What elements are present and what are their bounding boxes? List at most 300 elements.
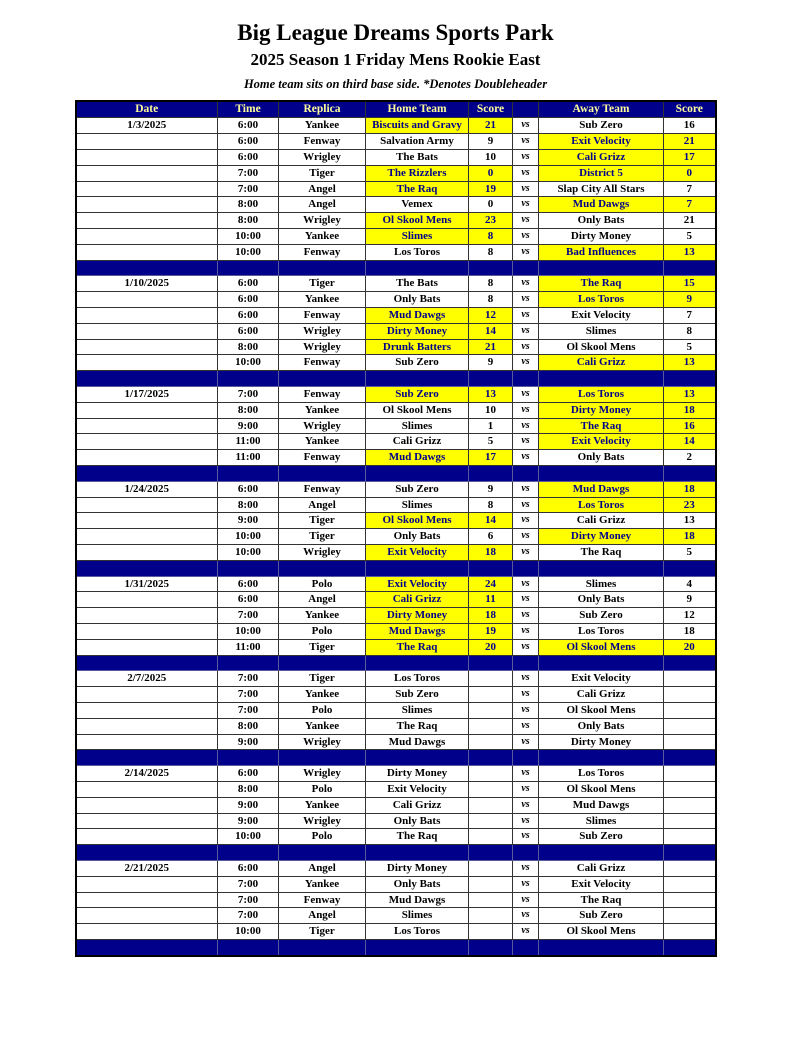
vs-cell: vs	[513, 876, 539, 892]
date-cell	[76, 924, 218, 940]
date-cell	[76, 623, 218, 639]
vs-cell: vs	[513, 766, 539, 782]
home-score-cell: 9	[469, 355, 513, 371]
away-score-cell: 12	[664, 608, 716, 624]
time-cell: 10:00	[218, 529, 279, 545]
away-team-cell: Slimes	[539, 813, 664, 829]
vs-cell: vs	[513, 639, 539, 655]
time-cell: 10:00	[218, 829, 279, 845]
date-cell: 1/3/2025	[76, 118, 218, 134]
time-cell: 9:00	[218, 513, 279, 529]
away-score-cell	[664, 687, 716, 703]
replica-cell: Wrigley	[279, 150, 366, 166]
away-team-cell: Ol Skool Mens	[539, 639, 664, 655]
game-row	[76, 497, 716, 513]
replica-cell: Wrigley	[279, 213, 366, 229]
separator-cell	[279, 466, 366, 482]
time-cell: 8:00	[218, 339, 279, 355]
date-cell	[76, 718, 218, 734]
vs-cell: vs	[513, 118, 539, 134]
replica-cell: Tiger	[279, 924, 366, 940]
replica-cell: Angel	[279, 497, 366, 513]
vs-cell: vs	[513, 623, 539, 639]
game-row	[76, 213, 716, 229]
col-header-date: Date	[76, 101, 218, 118]
away-team-cell: Ol Skool Mens	[539, 702, 664, 718]
away-team-cell: Bad Influences	[539, 244, 664, 260]
time-cell: 6:00	[218, 292, 279, 308]
home-score-cell	[469, 766, 513, 782]
date-cell	[76, 608, 218, 624]
separator-cell	[469, 655, 513, 671]
date-cell	[76, 908, 218, 924]
time-cell: 11:00	[218, 450, 279, 466]
home-score-cell: 18	[469, 608, 513, 624]
time-cell: 6:00	[218, 766, 279, 782]
separator-cell	[366, 655, 469, 671]
col-header-away-score: Score	[664, 101, 716, 118]
time-cell: 7:00	[218, 876, 279, 892]
game-row	[76, 197, 716, 213]
home-team-cell: Los Toros	[366, 244, 469, 260]
separator-cell	[279, 845, 366, 861]
replica-cell: Wrigley	[279, 339, 366, 355]
home-team-cell: Drunk Batters	[366, 339, 469, 355]
date-cell	[76, 434, 218, 450]
away-team-cell: Los Toros	[539, 497, 664, 513]
separator-cell	[76, 655, 218, 671]
separator-cell	[76, 260, 218, 276]
separator-cell	[76, 939, 218, 955]
separator-cell	[469, 750, 513, 766]
vs-cell: vs	[513, 781, 539, 797]
replica-cell: Fenway	[279, 134, 366, 150]
date-cell: 1/24/2025	[76, 481, 218, 497]
game-row	[76, 276, 716, 292]
away-score-cell: 4	[664, 576, 716, 592]
away-team-cell: Los Toros	[539, 387, 664, 403]
home-team-cell: Slimes	[366, 908, 469, 924]
replica-cell: Polo	[279, 829, 366, 845]
home-score-cell: 0	[469, 165, 513, 181]
vs-cell: vs	[513, 481, 539, 497]
away-score-cell: 7	[664, 308, 716, 324]
home-team-cell: The Bats	[366, 276, 469, 292]
home-score-cell: 18	[469, 545, 513, 561]
col-header-replica: Replica	[279, 101, 366, 118]
time-cell: 9:00	[218, 418, 279, 434]
home-team-cell: Only Bats	[366, 813, 469, 829]
away-team-cell: Dirty Money	[539, 529, 664, 545]
separator-cell	[513, 260, 539, 276]
game-row	[76, 576, 716, 592]
time-cell: 10:00	[218, 229, 279, 245]
vs-cell: vs	[513, 150, 539, 166]
replica-cell: Wrigley	[279, 766, 366, 782]
game-row	[76, 813, 716, 829]
vs-cell: vs	[513, 892, 539, 908]
replica-cell: Yankee	[279, 797, 366, 813]
game-row	[76, 766, 716, 782]
game-row	[76, 418, 716, 434]
replica-cell: Fenway	[279, 387, 366, 403]
away-score-cell: 23	[664, 497, 716, 513]
away-score-cell	[664, 892, 716, 908]
separator-cell	[513, 655, 539, 671]
home-team-cell: The Raq	[366, 718, 469, 734]
away-team-cell: Ol Skool Mens	[539, 339, 664, 355]
game-row	[76, 718, 716, 734]
home-score-cell: 8	[469, 244, 513, 260]
away-score-cell: 13	[664, 244, 716, 260]
date-cell	[76, 229, 218, 245]
replica-cell: Angel	[279, 181, 366, 197]
time-cell: 9:00	[218, 734, 279, 750]
vs-cell: vs	[513, 181, 539, 197]
home-score-cell: 12	[469, 308, 513, 324]
away-team-cell: Only Bats	[539, 592, 664, 608]
time-cell: 6:00	[218, 592, 279, 608]
time-cell: 7:00	[218, 687, 279, 703]
replica-cell: Wrigley	[279, 813, 366, 829]
away-score-cell: 7	[664, 197, 716, 213]
separator-cell	[664, 750, 716, 766]
replica-cell: Tiger	[279, 513, 366, 529]
away-team-cell: Slimes	[539, 323, 664, 339]
separator-cell	[513, 845, 539, 861]
home-team-cell: Only Bats	[366, 529, 469, 545]
block-separator-row	[76, 845, 716, 861]
away-team-cell: Sub Zero	[539, 118, 664, 134]
time-cell: 6:00	[218, 323, 279, 339]
date-cell	[76, 592, 218, 608]
away-team-cell: Mud Dawgs	[539, 481, 664, 497]
game-row	[76, 924, 716, 940]
away-team-cell: Exit Velocity	[539, 308, 664, 324]
time-cell: 7:00	[218, 908, 279, 924]
away-team-cell: Dirty Money	[539, 734, 664, 750]
vs-cell: vs	[513, 718, 539, 734]
home-score-cell: 21	[469, 118, 513, 134]
home-score-cell: 14	[469, 513, 513, 529]
separator-cell	[664, 260, 716, 276]
separator-cell	[366, 371, 469, 387]
separator-cell	[279, 260, 366, 276]
vs-cell: vs	[513, 292, 539, 308]
replica-cell: Tiger	[279, 639, 366, 655]
away-team-cell: Exit Velocity	[539, 671, 664, 687]
game-row	[76, 165, 716, 181]
time-cell: 6:00	[218, 860, 279, 876]
away-score-cell: 5	[664, 229, 716, 245]
away-team-cell: District 5	[539, 165, 664, 181]
away-team-cell: Slimes	[539, 576, 664, 592]
away-team-cell: Dirty Money	[539, 229, 664, 245]
vs-cell: vs	[513, 244, 539, 260]
col-header-vs	[513, 101, 539, 118]
home-score-cell: 0	[469, 197, 513, 213]
col-header-away-team: Away Team	[539, 101, 664, 118]
replica-cell: Tiger	[279, 529, 366, 545]
home-score-cell	[469, 892, 513, 908]
date-cell	[76, 687, 218, 703]
game-row	[76, 781, 716, 797]
away-team-cell: The Raq	[539, 892, 664, 908]
date-cell	[76, 702, 218, 718]
replica-cell: Wrigley	[279, 545, 366, 561]
away-score-cell: 21	[664, 213, 716, 229]
separator-cell	[76, 371, 218, 387]
time-cell: 9:00	[218, 797, 279, 813]
home-team-cell: Exit Velocity	[366, 545, 469, 561]
game-row	[76, 608, 716, 624]
replica-cell: Fenway	[279, 355, 366, 371]
vs-cell: vs	[513, 165, 539, 181]
vs-cell: vs	[513, 339, 539, 355]
separator-cell	[664, 845, 716, 861]
away-score-cell: 18	[664, 623, 716, 639]
away-score-cell: 5	[664, 545, 716, 561]
game-row	[76, 181, 716, 197]
home-team-cell: Mud Dawgs	[366, 450, 469, 466]
separator-cell	[279, 655, 366, 671]
separator-cell	[513, 560, 539, 576]
vs-cell: vs	[513, 671, 539, 687]
away-score-cell: 7	[664, 181, 716, 197]
away-team-cell: Dirty Money	[539, 402, 664, 418]
date-cell	[76, 150, 218, 166]
vs-cell: vs	[513, 308, 539, 324]
away-score-cell: 17	[664, 150, 716, 166]
date-cell: 2/7/2025	[76, 671, 218, 687]
game-row	[76, 892, 716, 908]
home-score-cell: 21	[469, 339, 513, 355]
away-team-cell: Exit Velocity	[539, 876, 664, 892]
date-cell: 1/17/2025	[76, 387, 218, 403]
date-cell	[76, 892, 218, 908]
separator-cell	[218, 939, 279, 955]
date-cell	[76, 213, 218, 229]
vs-cell: vs	[513, 513, 539, 529]
away-score-cell	[664, 876, 716, 892]
home-score-cell: 24	[469, 576, 513, 592]
replica-cell: Angel	[279, 860, 366, 876]
separator-cell	[664, 939, 716, 955]
time-cell: 6:00	[218, 134, 279, 150]
col-header-time: Time	[218, 101, 279, 118]
replica-cell: Yankee	[279, 876, 366, 892]
home-team-cell: The Rizzlers	[366, 165, 469, 181]
game-row	[76, 545, 716, 561]
time-cell: 6:00	[218, 118, 279, 134]
away-team-cell: Ol Skool Mens	[539, 924, 664, 940]
game-row	[76, 797, 716, 813]
game-row	[76, 292, 716, 308]
home-score-cell	[469, 687, 513, 703]
date-cell	[76, 639, 218, 655]
home-team-cell: Sub Zero	[366, 355, 469, 371]
home-team-cell: Exit Velocity	[366, 576, 469, 592]
away-team-cell: Sub Zero	[539, 908, 664, 924]
away-team-cell: Sub Zero	[539, 608, 664, 624]
separator-cell	[469, 939, 513, 955]
away-team-cell: The Raq	[539, 545, 664, 561]
away-score-cell	[664, 924, 716, 940]
home-team-cell: Cali Grizz	[366, 797, 469, 813]
away-score-cell	[664, 797, 716, 813]
game-row	[76, 134, 716, 150]
away-team-cell: Cali Grizz	[539, 513, 664, 529]
replica-cell: Yankee	[279, 402, 366, 418]
time-cell: 8:00	[218, 197, 279, 213]
away-team-cell: The Raq	[539, 276, 664, 292]
separator-cell	[76, 466, 218, 482]
home-team-cell: The Raq	[366, 829, 469, 845]
home-team-cell: Exit Velocity	[366, 781, 469, 797]
home-team-cell: Sub Zero	[366, 481, 469, 497]
home-score-cell: 20	[469, 639, 513, 655]
replica-cell: Tiger	[279, 671, 366, 687]
home-score-cell: 8	[469, 292, 513, 308]
page-subtitle: 2025 Season 1 Friday Mens Rookie East	[250, 50, 541, 70]
separator-cell	[218, 260, 279, 276]
separator-cell	[366, 560, 469, 576]
game-row	[76, 481, 716, 497]
time-cell: 10:00	[218, 545, 279, 561]
vs-cell: vs	[513, 418, 539, 434]
away-score-cell: 13	[664, 513, 716, 529]
separator-cell	[218, 845, 279, 861]
replica-cell: Polo	[279, 781, 366, 797]
vs-cell: vs	[513, 402, 539, 418]
home-score-cell: 1	[469, 418, 513, 434]
game-row	[76, 450, 716, 466]
home-score-cell	[469, 860, 513, 876]
replica-cell: Fenway	[279, 450, 366, 466]
replica-cell: Yankee	[279, 229, 366, 245]
replica-cell: Fenway	[279, 481, 366, 497]
vs-cell: vs	[513, 829, 539, 845]
vs-cell: vs	[513, 813, 539, 829]
separator-cell	[539, 845, 664, 861]
replica-cell: Wrigley	[279, 323, 366, 339]
separator-cell	[366, 466, 469, 482]
block-separator-row	[76, 939, 716, 955]
separator-cell	[664, 371, 716, 387]
replica-cell: Wrigley	[279, 734, 366, 750]
separator-cell	[469, 845, 513, 861]
game-row	[76, 639, 716, 655]
home-team-cell: Salvation Army	[366, 134, 469, 150]
home-score-cell	[469, 702, 513, 718]
home-team-cell: Dirty Money	[366, 323, 469, 339]
time-cell: 7:00	[218, 387, 279, 403]
time-cell: 7:00	[218, 702, 279, 718]
home-score-cell: 6	[469, 529, 513, 545]
date-cell	[76, 545, 218, 561]
away-team-cell: Sub Zero	[539, 829, 664, 845]
home-score-cell: 9	[469, 481, 513, 497]
home-team-cell: Mud Dawgs	[366, 308, 469, 324]
game-row	[76, 702, 716, 718]
date-cell	[76, 829, 218, 845]
home-score-cell: 9	[469, 134, 513, 150]
separator-cell	[539, 260, 664, 276]
away-team-cell: Slap City All Stars	[539, 181, 664, 197]
home-team-cell: Dirty Money	[366, 860, 469, 876]
separator-cell	[539, 466, 664, 482]
home-team-cell: Slimes	[366, 702, 469, 718]
game-row	[76, 623, 716, 639]
home-team-cell: Ol Skool Mens	[366, 213, 469, 229]
game-row	[76, 829, 716, 845]
home-score-cell: 17	[469, 450, 513, 466]
date-cell	[76, 402, 218, 418]
away-score-cell: 13	[664, 387, 716, 403]
vs-cell: vs	[513, 229, 539, 245]
vs-cell: vs	[513, 545, 539, 561]
separator-cell	[218, 560, 279, 576]
block-separator-row	[76, 260, 716, 276]
game-row	[76, 355, 716, 371]
separator-cell	[539, 939, 664, 955]
home-score-cell	[469, 813, 513, 829]
time-cell: 10:00	[218, 924, 279, 940]
home-team-cell: Biscuits and Gravy	[366, 118, 469, 134]
away-score-cell: 5	[664, 339, 716, 355]
away-score-cell	[664, 860, 716, 876]
game-row	[76, 308, 716, 324]
header-row	[76, 101, 716, 118]
schedule-note: Home team sits on third base side. *Denotes Doubleheader	[243, 76, 548, 91]
separator-cell	[469, 466, 513, 482]
game-row	[76, 687, 716, 703]
time-cell: 6:00	[218, 308, 279, 324]
separator-cell	[539, 750, 664, 766]
time-cell: 6:00	[218, 576, 279, 592]
time-cell: 7:00	[218, 892, 279, 908]
date-cell: 1/31/2025	[76, 576, 218, 592]
separator-cell	[76, 560, 218, 576]
vs-cell: vs	[513, 497, 539, 513]
replica-cell: Tiger	[279, 276, 366, 292]
date-cell: 1/10/2025	[76, 276, 218, 292]
time-cell: 8:00	[218, 402, 279, 418]
away-score-cell: 16	[664, 418, 716, 434]
home-score-cell: 19	[469, 623, 513, 639]
home-team-cell: Mud Dawgs	[366, 734, 469, 750]
home-team-cell: Slimes	[366, 229, 469, 245]
away-team-cell: Cali Grizz	[539, 860, 664, 876]
home-team-cell: Sub Zero	[366, 687, 469, 703]
time-cell: 10:00	[218, 355, 279, 371]
away-score-cell	[664, 781, 716, 797]
home-team-cell: Ol Skool Mens	[366, 513, 469, 529]
away-score-cell: 16	[664, 118, 716, 134]
date-cell	[76, 876, 218, 892]
away-score-cell: 9	[664, 592, 716, 608]
away-team-cell: Los Toros	[539, 623, 664, 639]
replica-cell: Yankee	[279, 718, 366, 734]
game-row	[76, 734, 716, 750]
date-cell	[76, 165, 218, 181]
game-row	[76, 908, 716, 924]
time-cell: 8:00	[218, 497, 279, 513]
game-row	[76, 529, 716, 545]
game-row	[76, 876, 716, 892]
away-score-cell: 21	[664, 134, 716, 150]
separator-cell	[664, 655, 716, 671]
